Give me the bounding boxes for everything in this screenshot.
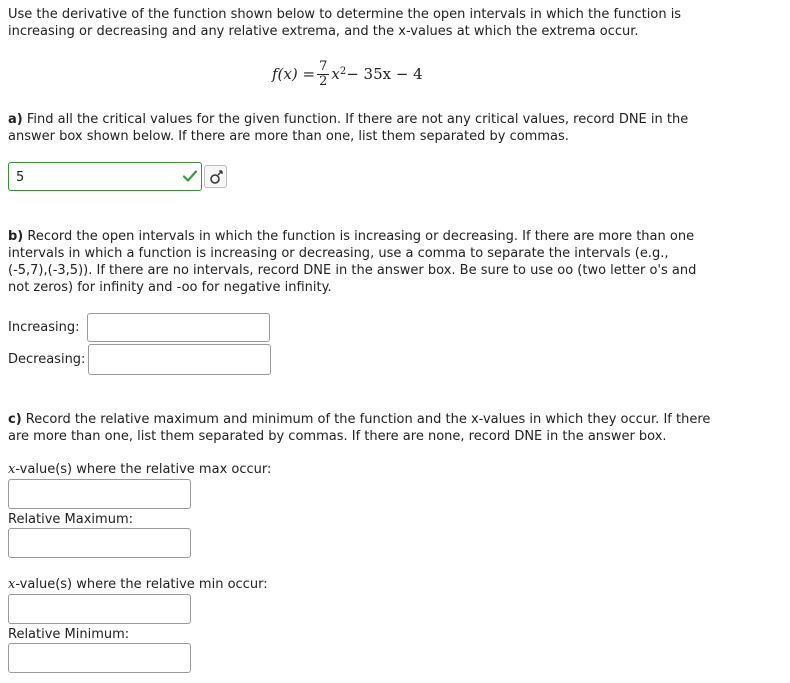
part-a-line-1 [8,111,688,128]
formula-exponent: 2 [339,65,347,77]
increasing-label: Increasing: [8,320,80,335]
part-c-line-1 [8,411,710,428]
formula-fraction [317,60,329,89]
intro-line-2: increasing or decreasing and any relative extrema, and the x-values at which the extrema occur. [8,24,639,39]
symbol-keyboard-button[interactable] [204,165,227,188]
intro-text [8,6,681,40]
decreasing-label: Decreasing: [8,352,86,367]
relmax-input[interactable] [8,528,191,558]
critical-values-value: 5 [16,170,25,185]
part-b-line-1-prefix: b) [8,229,24,244]
checkmark-icon [182,168,198,188]
intro-line-1: Use the derivative of the function shown below to determine the open intervals in which the function is [8,7,682,22]
relmin-input[interactable] [8,643,191,673]
xmax-label [8,462,271,477]
part-c-line-1-text: Record the relative maximum and minimum of the function and the x-values in which they occur. If there [21,412,711,427]
fraction-numerator: 7 [319,58,328,74]
xmin-label-text: -value(s) where the relative min occur: [15,577,268,592]
xmax-input[interactable] [8,479,191,509]
decreasing-input[interactable] [88,344,271,375]
formula-lhs: f(x) = [272,65,316,83]
part-a-line-2: answer box shown below. If there are more than one, list them separated by commas. [8,129,569,144]
part-a-line-1-text: Find all the critical values for the given function. If there are not any critical values, record DNE in the [22,112,689,127]
formula-rest: − 35x − 4 [346,65,423,83]
xmin-input[interactable] [8,594,191,624]
xmin-variable: x [8,577,16,592]
relmin-label: Relative Minimum: [8,627,130,642]
relmax-label: Relative Maximum: [8,512,133,527]
part-b-line-2: intervals in which a function is increasing or decreasing, use a comma to separate the intervals (e.g., [8,246,669,261]
increasing-input[interactable] [87,313,270,342]
part-c-instructions [8,411,710,445]
part-b-line-1-text: Record the open intervals in which the function is increasing or decreasing. If there are more than one [23,229,695,244]
part-a-label: a) [8,112,23,127]
xmin-label [8,577,268,592]
function-formula [272,56,423,92]
part-a-instructions [8,111,688,145]
part-c-line-1-prefix: c) [8,412,22,427]
critical-values-input[interactable] [8,162,202,191]
xmax-variable: x [8,462,16,477]
part-b-line-1 [8,228,696,245]
part-b-line-4: not zeros) for infinity and -oo for negative infinity. [8,280,332,295]
part-b-instructions [8,228,696,296]
part-b-line-3: (-5,7),(-3,5)). If there are no intervals, record DNE in the answer box. Be sure to use oo (two letter o's and [8,263,697,278]
part-c-line-2: are more than one, list them separated by commas. If there are none, record DNE in the answer box. [8,429,667,444]
formula-variable: x [331,65,340,83]
xmax-label-text: -value(s) where the relative max occur: [15,462,272,477]
fraction-denominator: 2 [319,73,328,89]
part-a-line-1-visible [8,112,688,127]
symbol-keyboard-icon [209,169,224,189]
